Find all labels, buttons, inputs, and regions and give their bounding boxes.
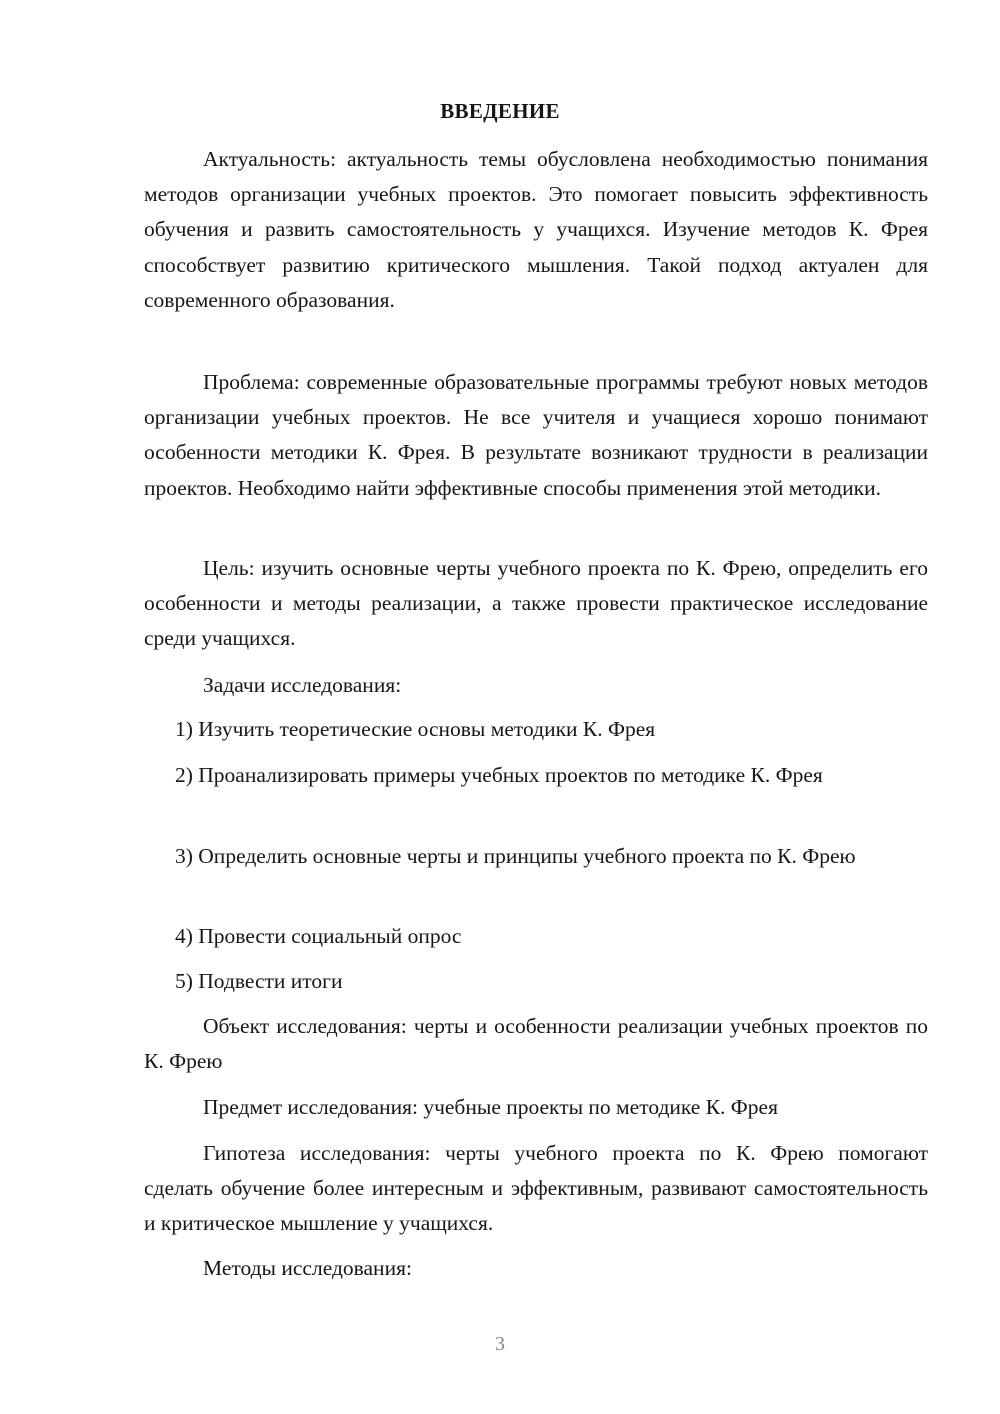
- paragraph-hypothesis: Гипотеза исследования: черты учебного проекта по К. Фрею помогают сделать обучение более интересным и эффективным, развивают самостоятельность и критическое мышление у учащихся.: [144, 1141, 928, 1236]
- task-item-3: 3) Определить основные черты и принципы учебного проекта по К. Фрею: [175, 844, 856, 868]
- task-item-2: 2) Проанализировать примеры учебных проектов по методике К. Фрея: [175, 763, 823, 787]
- paragraph-relevance: Актуальность: актуальность темы обусловлена необходимостью понимания методов организации учебных проектов. Это помогает повысить эффективность обучения и развить самостоятельность у учащихся. Изучение методов К. Фрея способствует развитию критического мышления. Такой подход актуален для современного образования.: [144, 147, 928, 312]
- paragraph-tasks-heading: Задачи исследования:: [203, 673, 402, 697]
- task-item-4: 4) Провести социальный опрос: [175, 924, 462, 948]
- paragraph-methods: Методы исследования:: [203, 1256, 412, 1280]
- paragraph-problem: Проблема: современные образовательные программы требуют новых методов организации учебных проектов. Не все учителя и учащиеся хорошо понимают особенности методики К. Фрея. В результате возникают трудности в реализации проектов. Необходимо найти эффективные способы применения этой методики.: [144, 370, 928, 500]
- paragraph-subject: Предмет исследования: учебные проекты по методике К. Фрея: [203, 1095, 778, 1119]
- task-item-1: 1) Изучить теоретические основы методики К. Фрея: [175, 717, 656, 741]
- task-item-5: 5) Подвести итоги: [175, 969, 343, 993]
- paragraph-goal: Цель: изучить основные черты учебного проекта по К. Фрею, определить его особенности и методы реализации, а также провести практическое исследование среди учащихся.: [144, 556, 928, 651]
- paragraph-object: Объект исследования: черты и особенности реализации учебных проектов по К. Фрею: [144, 1014, 928, 1074]
- page-title: ВВЕДЕНИЕ: [440, 99, 560, 123]
- page-number: 3: [495, 1333, 505, 1355]
